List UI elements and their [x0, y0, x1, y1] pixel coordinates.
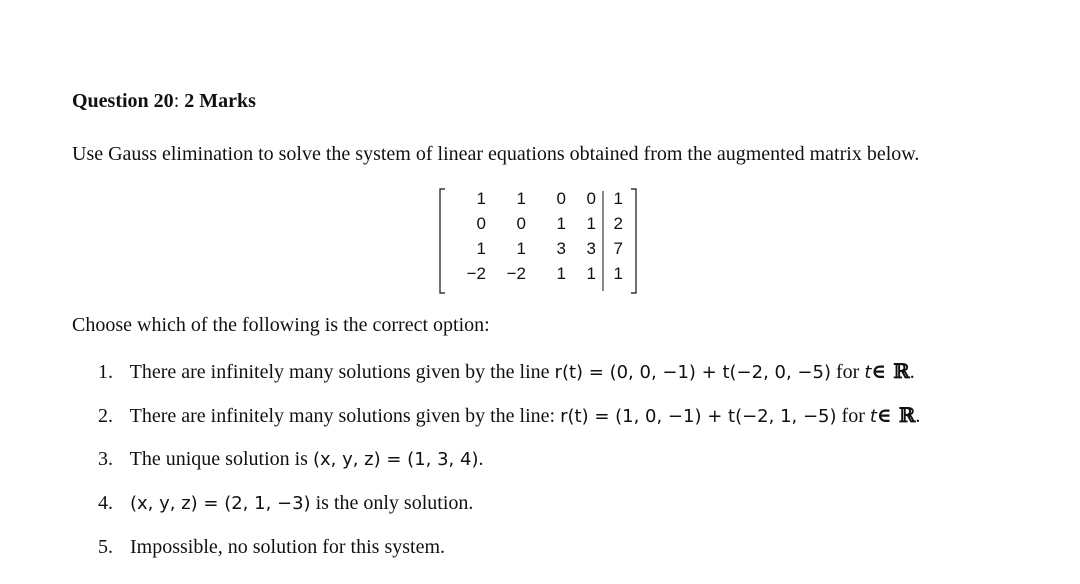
question-separator: :: [173, 90, 180, 112]
option-number: 2.: [98, 405, 113, 427]
option-math: r(t) = (1, 0, −1) + t(−2, 1, −5): [560, 406, 837, 427]
option-text: The unique solution is: [129, 448, 308, 470]
option-number: 3.: [98, 448, 113, 470]
matrix-cell: 3: [586, 239, 596, 258]
option-5[interactable]: [98, 534, 920, 578]
option-math: (x, y, z) = (2, 1, −3): [130, 493, 311, 514]
question-label: Question 20: [72, 90, 174, 112]
matrix-right-bracket: [631, 189, 636, 293]
option-var: t: [864, 362, 872, 383]
option-end: .: [478, 448, 484, 470]
option-text: There are infinitely many solutions given by the line:: [129, 405, 556, 427]
option-for: for: [835, 361, 860, 383]
option-text: is the only solution.: [315, 492, 474, 514]
option-math: r(t) = (0, 0, −1) + t(−2, 0, −5): [554, 362, 831, 383]
matrix-cell: 1: [476, 239, 486, 258]
matrix-cell: 1: [556, 264, 566, 283]
matrix-cell: 0: [516, 214, 526, 233]
option-text: Impossible, no solution for this system.: [130, 536, 445, 558]
matrix-cell: 7: [613, 239, 623, 258]
matrix-cell: −2: [466, 264, 486, 283]
option-var: t: [869, 406, 877, 427]
matrix-cell: 0: [556, 189, 566, 208]
option-set: ∈ ℝ: [871, 359, 910, 383]
option-set: ∈ ℝ: [876, 403, 916, 427]
options-list: [98, 358, 920, 578]
option-for: for: [841, 405, 865, 427]
option-end: .: [909, 361, 915, 383]
matrix-cell: −2: [506, 264, 526, 283]
option-math: (x, y, z) = (1, 3, 4): [312, 449, 479, 470]
option-3[interactable]: [98, 446, 920, 490]
option-end: .: [915, 405, 921, 427]
matrix-cell: 0: [586, 189, 596, 208]
matrix-cell: 1: [586, 264, 596, 283]
option-4[interactable]: [98, 490, 920, 534]
matrix-cell: 1: [556, 214, 566, 233]
matrix-cell: 0: [476, 214, 486, 233]
matrix-cell: 3: [556, 239, 566, 258]
question-title: [72, 90, 256, 113]
question-marks: 2 Marks: [184, 90, 256, 112]
option-text: There are infinitely many solutions given by the line: [129, 361, 550, 383]
option-number: 5.: [98, 536, 113, 558]
augmented-matrix: [438, 189, 638, 293]
matrix-cell: 1: [476, 189, 486, 208]
option-2[interactable]: [98, 402, 920, 446]
instruction-text: Use Gauss elimination to solve the system of linear equations obtained from the augmented matrix below.: [72, 143, 920, 165]
matrix-left-bracket: [440, 189, 445, 293]
matrix-cell: 1: [586, 214, 596, 233]
matrix-cell: 1: [613, 189, 623, 208]
prompt-text: Choose which of the following is the correct option:: [72, 314, 490, 336]
option-number: 1.: [98, 361, 113, 383]
matrix-cell: 1: [516, 239, 526, 258]
matrix-cell: 1: [516, 189, 526, 208]
option-number: 4.: [98, 492, 113, 514]
matrix-cell: 2: [613, 214, 623, 233]
option-1[interactable]: [98, 358, 920, 402]
matrix-cell: 1: [613, 264, 623, 283]
